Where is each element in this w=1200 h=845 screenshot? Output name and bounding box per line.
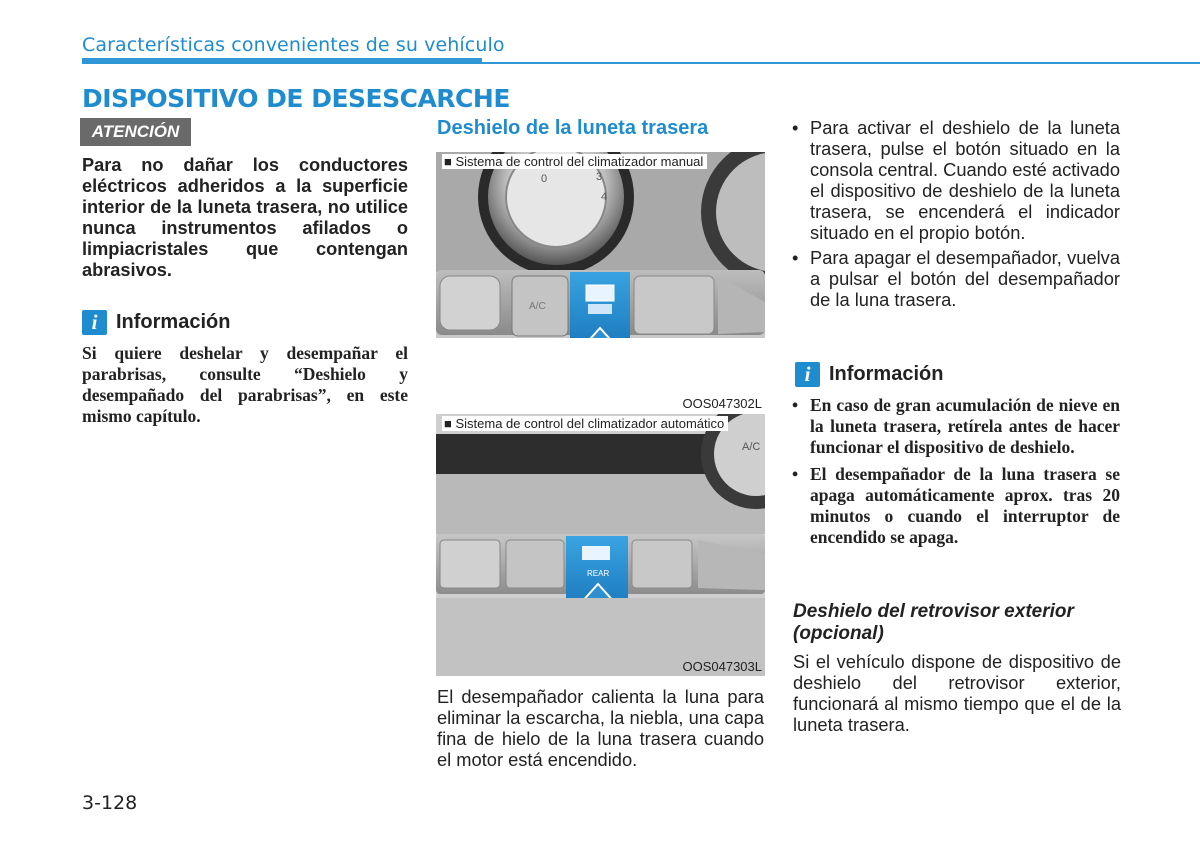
info-heading-left: [82, 310, 230, 335]
info-icon: i: [795, 362, 820, 387]
section-title: DISPOSITIVO DE DESESCARCHE: [82, 84, 510, 113]
running-header: Características convenientes de su vehículo: [82, 34, 505, 56]
figure-automatic-control: [436, 414, 765, 676]
list-item: • Para activar el deshielo de la luneta trasera, pulse el botón situado en la consola central. Cuando esté activado el dispositivo de deshielo de la luneta trasera, se encenderá el indicador situado en el propio botón.: [792, 117, 1120, 243]
caution-badge: ATENCIÓN: [80, 118, 191, 146]
list-item: • Para apagar el desempañador, vuelva a pulsar el botón del desempañador de la luna trasera.: [792, 247, 1120, 310]
ac-label: A/C: [529, 301, 546, 312]
figure-code: OOS047302L: [682, 396, 762, 411]
info-title: Información: [116, 311, 231, 333]
subsection-title-mirror: Deshielo del retrovisor exterior (opcional): [793, 601, 1074, 644]
page-number: 3-128: [82, 792, 138, 814]
automatic-control-illustration: [436, 414, 765, 676]
body-text-mirror: Si el vehículo dispone de dispositivo de deshielo del retrovisor exterior, funcionará al mismo tiempo que el de la luneta trasera.: [793, 651, 1121, 735]
list-item: • El desempañador de la luna trasera se apaga automáticamente aprox. tras 20 minutos o cuando el interruptor de encendido se apaga.: [792, 464, 1120, 548]
figure-code: OOS047303L: [682, 659, 762, 674]
figure-caption: ■ Sistema de control del climatizador manual: [442, 154, 707, 169]
figure-caption: ■ Sistema de control del climatizador automático: [442, 416, 728, 431]
svg-text:0: 0: [541, 173, 548, 185]
svg-text:4: 4: [601, 191, 608, 203]
rear-label: REAR: [587, 569, 610, 578]
instructions-list: [792, 117, 1120, 310]
header-rule-accent: [82, 58, 482, 64]
info-list-right: [792, 395, 1120, 548]
caution-text: Para no dañar los conductores eléctricos adheridos a la superficie interior de la luneta trasera, no utilice nunca instrumentos afilados o limpiacristales que contengan abrasivos.: [82, 155, 408, 280]
body-text-middle: El desempañador calienta la luna para eliminar la escarcha, la niebla, una capa fina de hielo de la luna trasera cuando el motor está encendido.: [437, 686, 764, 770]
info-icon: i: [82, 310, 107, 335]
info-heading-right: [795, 362, 943, 387]
info-title: Información: [829, 363, 944, 385]
list-item: • En caso de gran acumulación de nieve en la luneta trasera, retírela antes de hacer funcionar el dispositivo de deshielo.: [792, 395, 1120, 458]
info-text-left: Si quiere deshelar y desempañar el parabrisas, consulte “Deshielo y desempañado del parabrisas”, en este mismo capítulo.: [82, 343, 408, 426]
figure-manual-control: [436, 152, 765, 413]
manual-control-illustration: [436, 152, 765, 413]
subsection-title: Deshielo de la luneta trasera: [437, 117, 709, 139]
ac-label-auto: A/C: [742, 441, 761, 453]
svg-text:3: 3: [596, 171, 603, 183]
